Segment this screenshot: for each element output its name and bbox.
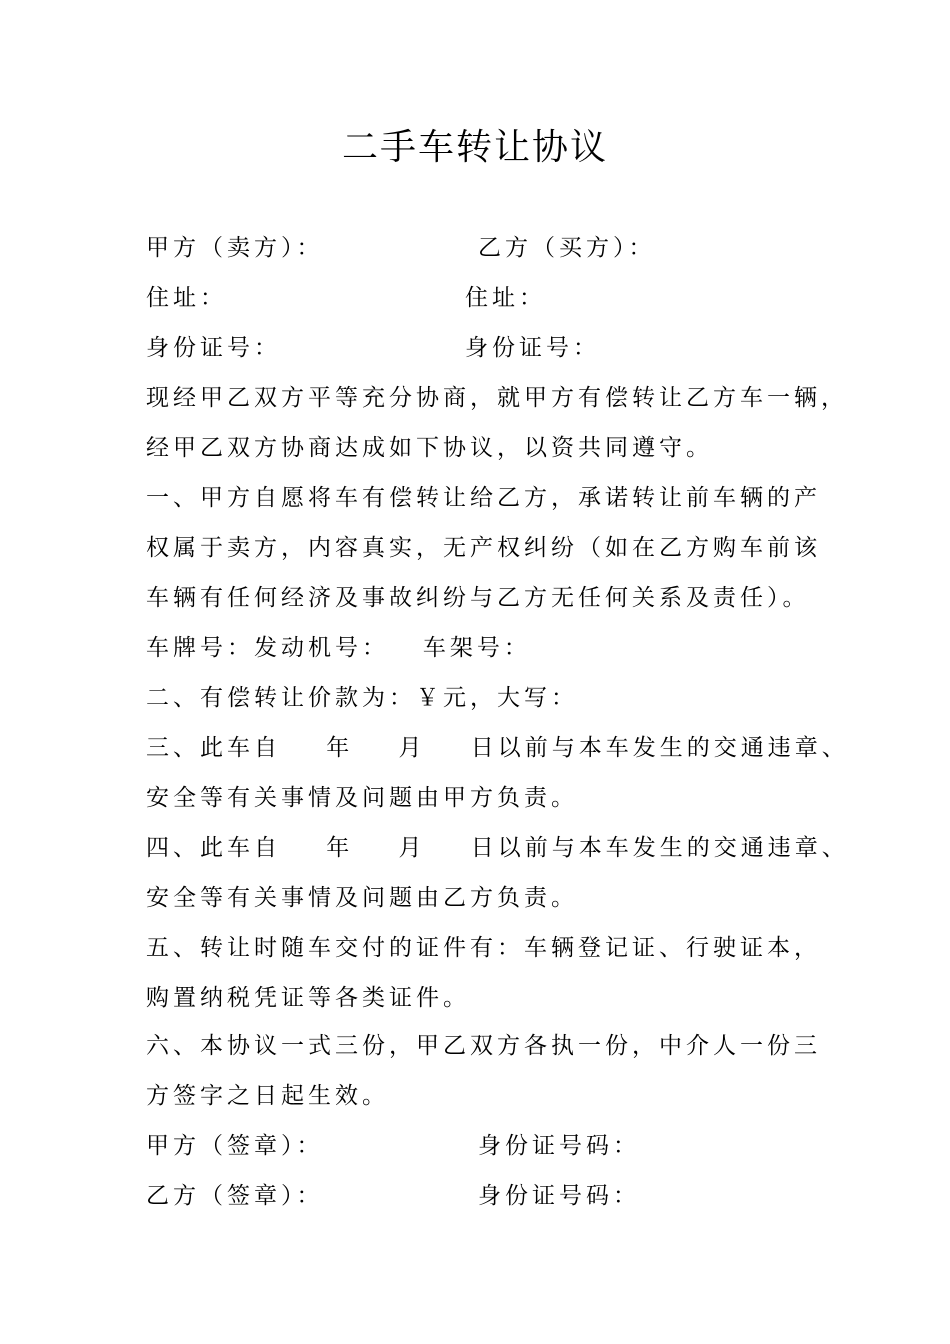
party-b-label: 乙方（买方）： xyxy=(478,235,656,261)
document-title: 二手车转让协议 xyxy=(341,127,608,168)
clause-3-line-1: 三、此车自 年 月 日以前与本车发生的交通违章、 xyxy=(146,735,849,761)
clause-1-line-3: 车辆有任何经济及事故纠纷与乙方无任何关系及责任）。 xyxy=(146,585,810,611)
party-a-label: 甲方（卖方）： xyxy=(146,235,324,261)
signature-a-label: 甲方（签章）： xyxy=(146,1133,324,1159)
clause-5-line-1: 五、转让时随车交付的证件有：车辆登记证、行驶证本， xyxy=(146,935,821,961)
intro-line-2: 经甲乙双方协商达成如下协议，以资共同遵守。 xyxy=(146,435,713,461)
address-b-label: 住址： xyxy=(465,285,546,311)
clause-3-line-2: 安全等有关事情及问题由甲方负责。 xyxy=(146,785,578,811)
clause-5-line-2: 购置纳税凭证等各类证件。 xyxy=(146,985,470,1011)
plate-engine-frame-line: 车牌号：发动机号： 车架号： xyxy=(146,635,531,661)
clause-4-line-2: 安全等有关事情及问题由乙方负责。 xyxy=(146,885,578,911)
clause-2: 二、有偿转让价款为：￥元，大写： xyxy=(146,685,578,711)
clause-6-line-1: 六、本协议一式三份，甲乙双方各执一份，中介人一份三 xyxy=(146,1033,821,1059)
clause-6-line-2: 方签字之日起生效。 xyxy=(146,1083,389,1109)
id-a-label: 身份证号： xyxy=(146,335,281,361)
clause-1-line-1: 一、甲方自愿将车有偿转让给乙方，承诺转让前车辆的产 xyxy=(146,485,821,511)
signature-b-id-label: 身份证号码： xyxy=(478,1183,640,1209)
clause-1-line-2: 权属于卖方，内容真实，无产权纠纷（如在乙方购车前该 xyxy=(146,535,821,561)
clause-4-line-1: 四、此车自 年 月 日以前与本车发生的交通违章、 xyxy=(146,835,849,861)
intro-line-1: 现经甲乙双方平等充分协商，就甲方有偿转让乙方车一辆， xyxy=(146,385,848,411)
signature-a-id-label: 身份证号码： xyxy=(478,1133,640,1159)
signature-b-label: 乙方（签章）： xyxy=(146,1183,324,1209)
id-b-label: 身份证号： xyxy=(465,335,600,361)
address-a-label: 住址： xyxy=(146,285,227,311)
